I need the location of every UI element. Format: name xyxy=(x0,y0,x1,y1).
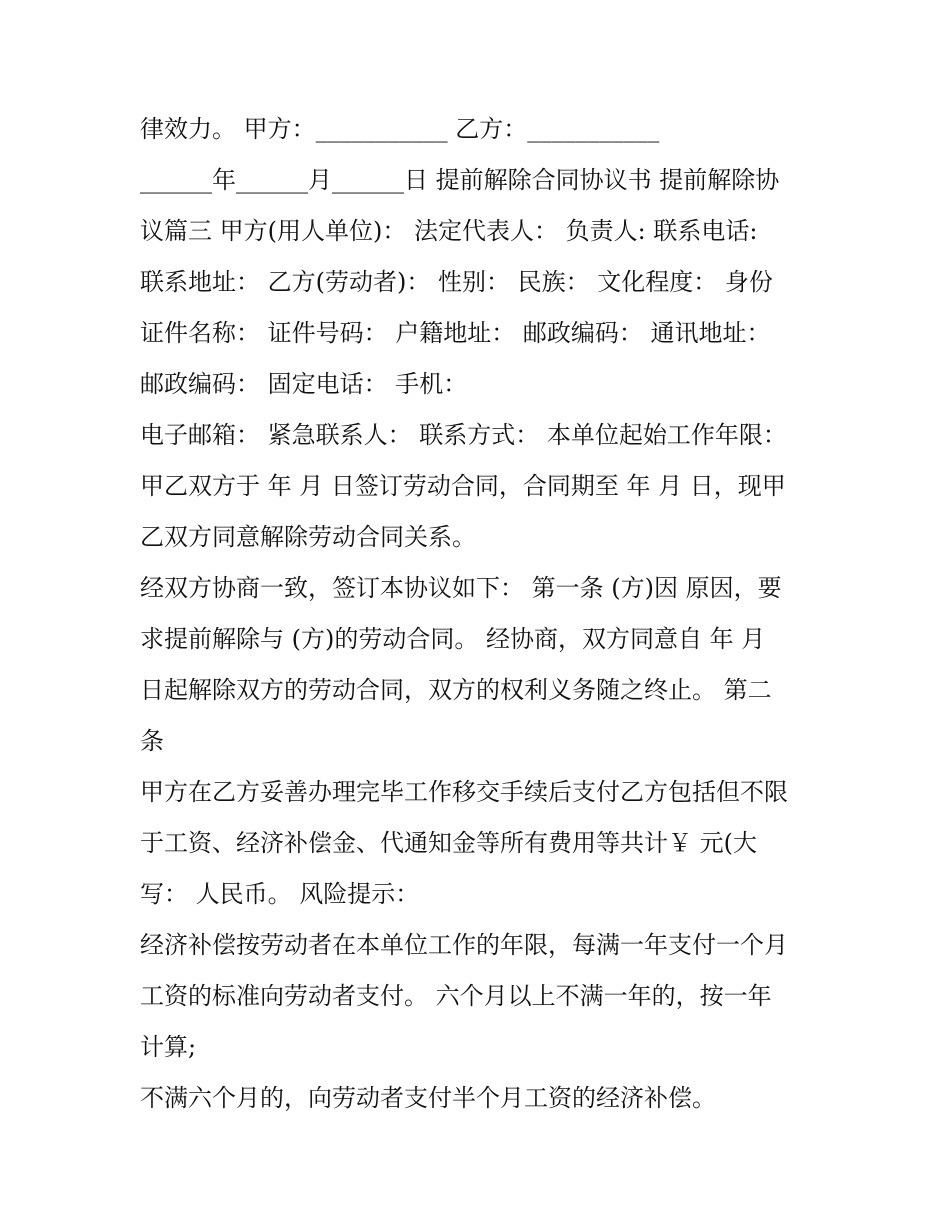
text-line: 日起解除双方的劳动合同，双方的权利义务随之终止。 第二 xyxy=(140,676,772,704)
text-line: 议篇三 甲方(用人单位)： 法定代表人： 负责人: 联系电话: xyxy=(140,217,758,245)
text-line: 写： 人民币。 风险提示： xyxy=(140,880,420,908)
text-line: 电子邮箱： 紧急联系人： 联系方式： 本单位起始工作年限： xyxy=(140,421,787,449)
text-line: 条 xyxy=(140,727,164,755)
text-line: 不满六个月的，向劳动者支付半个月工资的经济补偿。 xyxy=(140,1084,716,1112)
text-line: 证件名称： 证件号码： 户籍地址： 邮政编码： 通讯地址： xyxy=(140,319,771,347)
text-line: ______年______月______日 提前解除合同协议书 提前解除协 xyxy=(140,166,780,194)
text-line: 甲乙双方于 年 月 日签订劳动合同，合同期至 年 月 日，现甲 xyxy=(140,472,786,500)
document-body xyxy=(140,104,830,1124)
text-line: 工资的标准向劳动者支付。 六个月以上不满一年的，按一年 xyxy=(140,982,772,1010)
text-line: 经济补偿按劳动者在本单位工作的年限，每满一年支付一个月 xyxy=(140,931,788,959)
text-line: 于工资、经济补偿金、代通知金等所有费用等共计￥ 元(大 xyxy=(140,829,757,857)
text-line: 乙双方同意解除劳动合同关系。 xyxy=(140,523,476,551)
text-line: 计算; xyxy=(140,1033,197,1061)
text-line: 联系地址： 乙方(劳动者)： 性别： 民族： 文化程度： 身份 xyxy=(140,268,773,296)
text-line: 甲方在乙方妥善办理完毕工作移交手续后支付乙方包括但不限 xyxy=(140,778,788,806)
text-line: 经双方协商一致，签订本协议如下： 第一条 (方)因 原因，要 xyxy=(140,574,782,602)
text-line: 律效力。 甲方：___________ 乙方：___________ xyxy=(140,115,660,143)
text-line: 求提前解除与 (方)的劳动合同。 经协商，双方同意自 年 月 xyxy=(140,625,766,653)
text-line: 邮政编码： 固定电话： 手机： xyxy=(140,370,468,398)
